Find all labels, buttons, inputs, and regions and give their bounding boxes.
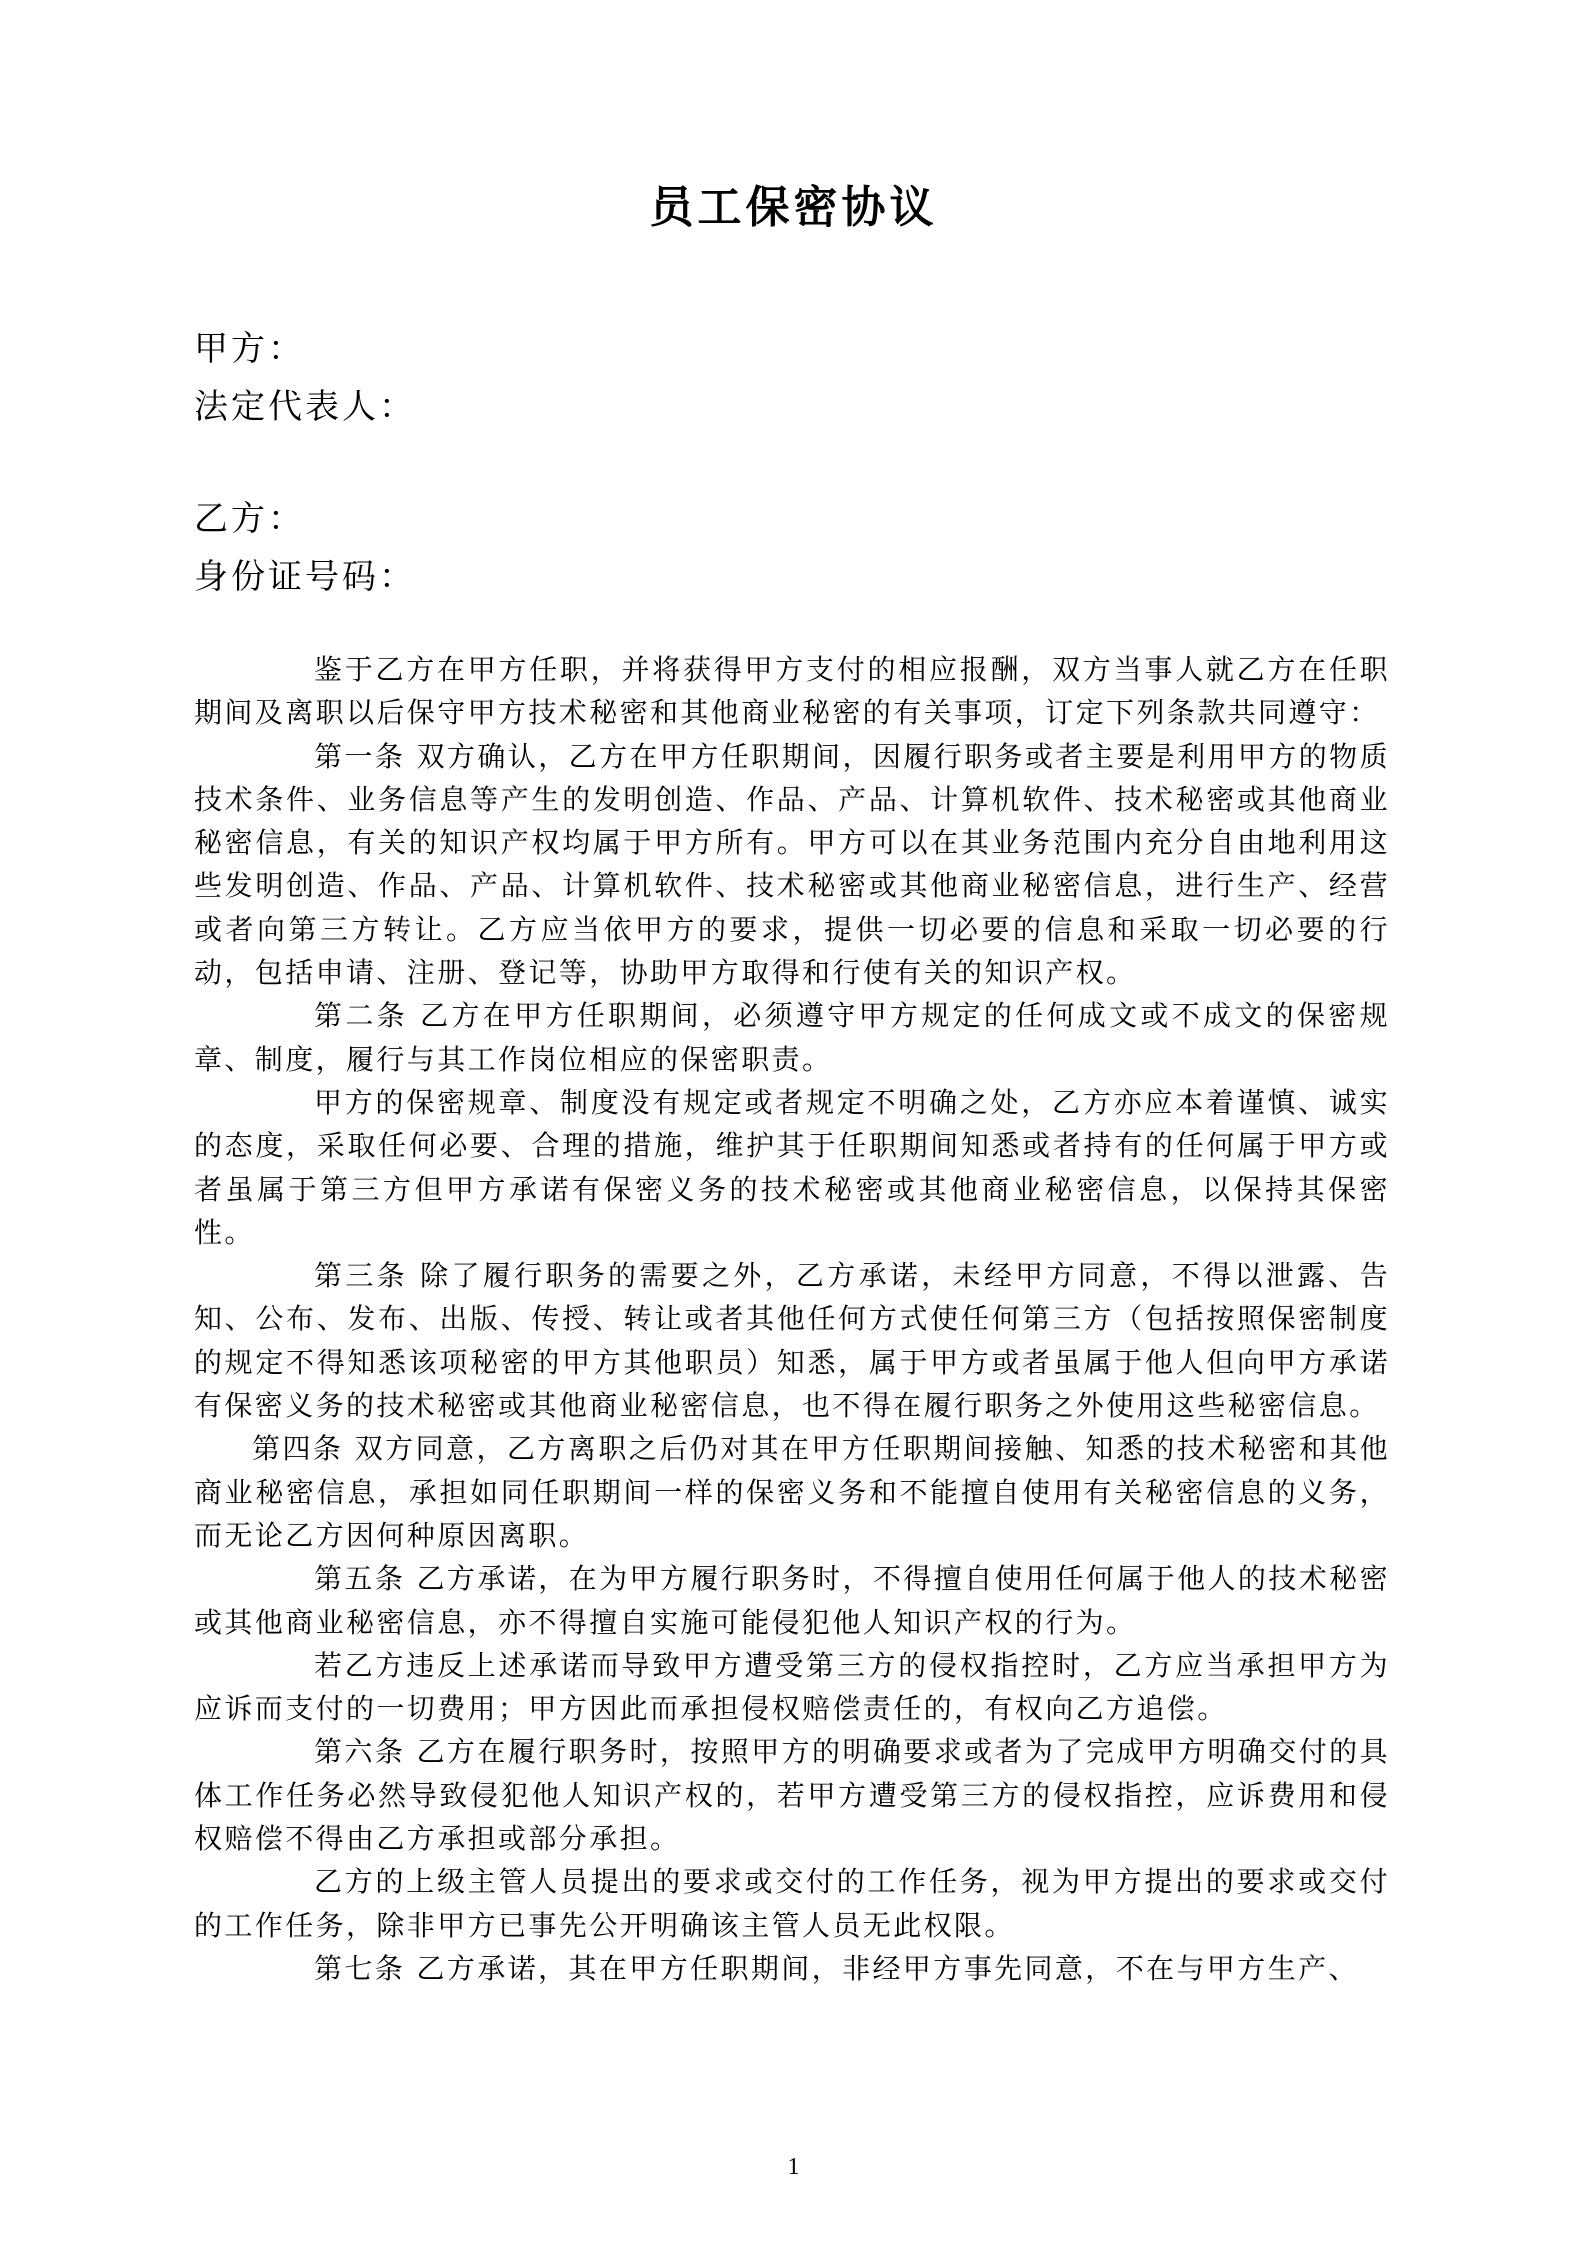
article-6-supplement-paragraph: 乙方的上级主管人员提出的要求或交付的工作任务，视为甲方提出的要求或交付的工作任务，除非甲方已事先公开明确该主管人员无此权限。 xyxy=(194,1865,1390,1942)
party-b-block xyxy=(194,490,1394,606)
page-number: 1 xyxy=(787,2154,800,2180)
article-4-paragraph: 第四条 双方同意，乙方离职之后仍对其在甲方任职期间接触、知悉的技术秘密和其他商业秘密信息，承担如同任职期间一样的保密义务和不能擅自使用有关秘密信息的义务，而无论乙方因何种原因离职。 xyxy=(194,1432,1390,1552)
party-b-label: 乙方： xyxy=(194,499,305,539)
party-a-label: 甲方： xyxy=(194,329,305,369)
article-5-paragraph: 第五条 乙方承诺，在为甲方履行职务时，不得擅自使用任何属于他人的技术秘密或其他商业秘密信息，亦不得擅自实施可能侵犯他人知识产权的行为。 xyxy=(194,1562,1390,1639)
article-5-supplement-paragraph: 若乙方违反上述承诺而导致甲方遭受第三方的侵权指控时，乙方应当承担甲方为应诉而支付的一切费用；甲方因此而承担侵权赔偿责任的，有权向乙方追偿。 xyxy=(194,1648,1390,1726)
document-title: 员工保密协议 xyxy=(649,182,938,233)
legal-representative-label: 法定代表人： xyxy=(194,387,416,427)
article-7-paragraph: 第七条 乙方承诺，其在甲方任职期间，非经甲方事先同意，不在与甲方生产、 xyxy=(314,1951,1359,1985)
article-1-paragraph: 第一条 双方确认，乙方在甲方任职期间，因履行职务或者主要是利用甲方的物质技术条件、业务信息等产生的发明创造、作品、产品、计算机软件、技术秘密或其他商业秘密信息，有关的知识产权均属于甲方所有。甲方可以在其业务范围内充分自由地利用这些发明创造、作品、产品、计算机软件、技术秘密或其他商业秘密信息，进行生产、经营或者向第三方转让。乙方应当依甲方的要求，提供一切必要的信息和采取一切必要的行动，包括申请、注册、登记等，协助甲方取得和行使有关的知识产权。 xyxy=(194,739,1390,990)
party-a-block xyxy=(194,320,1394,436)
agreement-body xyxy=(194,648,1390,1990)
article-6-paragraph: 第六条 乙方在履行职务时，按照甲方的明确要求或者为了完成甲方明确交付的具体工作任务必然导致侵犯他人知识产权的，若甲方遭受第三方的侵权指控，应诉费用和侵权赔偿不得由乙方承担或部分承担。 xyxy=(194,1735,1390,1856)
article-3-paragraph: 第三条 除了履行职务的需要之外，乙方承诺，未经甲方同意，不得以泄露、告知、公布、发布、出版、传授、转让或者其他任何方式使任何第三方（包括按照保密制度的规定不得知悉该项秘密的甲方其他职员）知悉，属于甲方或者虽属于他人但向甲方承诺有保密义务的技术秘密或其他商业秘密信息，也不得在履行职务之外使用这些秘密信息。 xyxy=(194,1259,1390,1423)
article-2-paragraph: 第二条 乙方在甲方任职期间，必须遵守甲方规定的任何成文或不成文的保密规章、制度，履行与其工作岗位相应的保密职责。 xyxy=(194,999,1390,1076)
article-2-supplement-paragraph: 甲方的保密规章、制度没有规定或者规定不明确之处，乙方亦应本着谨慎、诚实的态度，采取任何必要、合理的措施，维护其于任职期间知悉或者持有的任何属于甲方或者虽属于第三方但甲方承诺有保密义务的技术秘密或其他商业秘密信息，以保持其保密性。 xyxy=(194,1085,1390,1249)
id-number-label: 身份证号码： xyxy=(194,557,416,597)
preamble-paragraph: 鉴于乙方在甲方任职，并将获得甲方支付的相应报酬，双方当事人就乙方在任职期间及离职以后保守甲方技术秘密和其他商业秘密的有关事项，订定下列条款共同遵守： xyxy=(194,653,1390,730)
